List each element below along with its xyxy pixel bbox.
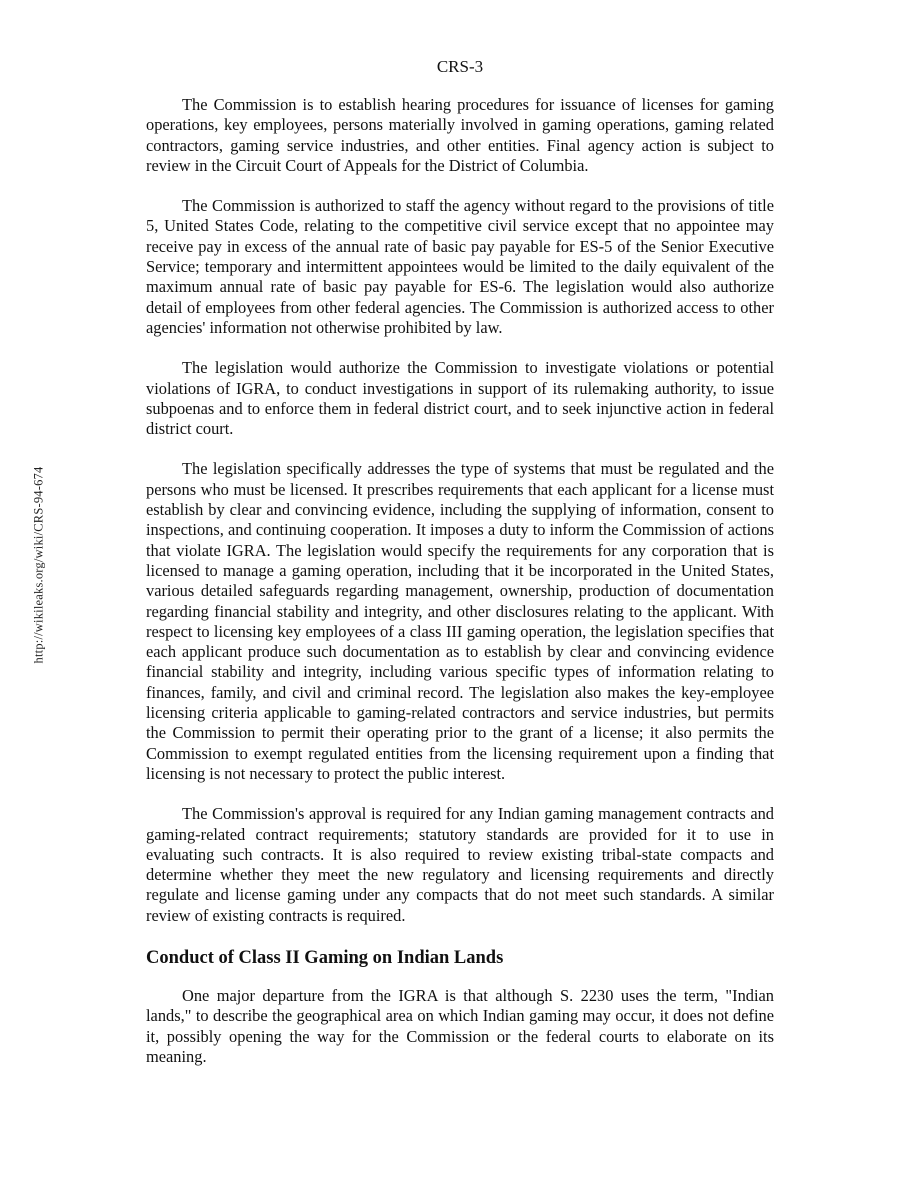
paragraph-licensing: The legislation specifically addresses the type of systems that must be regulated and the persons who must be licensed. It prescribes requirements that each applicant for a license must establish by clear and convincing evidence, including the supplying of information, consent to inspections, and continuing cooperation. It imposes a duty to inform the Commission of actions that violate IGRA. The legislation would specify the requirements for any corporation that is licensed to manage a gaming operation, including that it be incorporated in the United States, various detailed safeguards regarding management, ownership, production of documentation regarding financial stability and integrity, and other disclosures relating to the applicant. With respect to licensing key employees of a class III gaming operation, the legislation specifies that each applicant produce such documentation as to establish by clear and convincing evidence financial stability and integrity, including various specific types of information relating to finances, family, and civil and criminal record. The legislation also makes the key-employee licensing criteria applicable to gaming-related contractors and service industries, but permits the Commission to permit their operating prior to the grant of a license; it also permits the Commission to exempt regulated entities from the licensing requirement upon a finding that licensing is not necessary to protect the public interest. bbox=[146, 459, 774, 783]
paragraph-investigations: The legislation would authorize the Commission to investigate violations or potential violations of IGRA, to conduct investigations in support of its rulemaking authority, to issue subpoenas and to enforce them in federal district court, and to seek injunctive action in federal district court. bbox=[146, 358, 774, 439]
page-number: CRS-3 bbox=[436, 57, 484, 76]
paragraph-hearing-procedures: The Commission is to establish hearing procedures for issuance of licenses for gaming operations, key employees, persons materially involved in gaming operations, gaming related contractors, gaming service industries, and other entities. Final agency action is subject to review in the Circuit Court of Appeals for the District of Columbia. bbox=[146, 95, 774, 175]
document-body bbox=[146, 95, 774, 1087]
section-heading: Conduct of Class II Gaming on Indian Lands bbox=[146, 947, 504, 968]
paragraph-indian-lands: One major departure from the IGRA is that although S. 2230 uses the term, "Indian lands," to describe the geographical area on which Indian gaming may occur, it does not define it, possibly opening the way for the Commission or the federal courts to elaborate on its meaning. bbox=[146, 985, 774, 1066]
paragraph-contract-approval: The Commission's approval is required for any Indian gaming management contracts and gaming-related contract requirements; statutory standards are provided for it to use in evaluating such contracts. It is also required to review existing tribal-state compacts and determine whether they meet the new regulatory and licensing requirements and directly regulate and license gaming under any compacts that do not meet such standards. A similar review of existing contracts is required. bbox=[146, 804, 774, 925]
side-url-watermark: http://wikileaks.org/wiki/CRS-94-674 bbox=[31, 466, 46, 664]
paragraph-staffing: The Commission is authorized to staff the agency without regard to the provisions of title 5, United States Code, relating to the competitive civil service except that no appointee may receive pay in excess of the annual rate of basic pay payable for ES-5 of the Senior Executive Service; temporary and intermittent appointees would be limited to the daily equivalent of the maximum annual rate of basic pay payable for ES-6. The legislation would also authorize detail of employees from other federal agencies. The Commission is authorized access to other agencies' information not otherwise prohibited by law. bbox=[146, 196, 774, 337]
